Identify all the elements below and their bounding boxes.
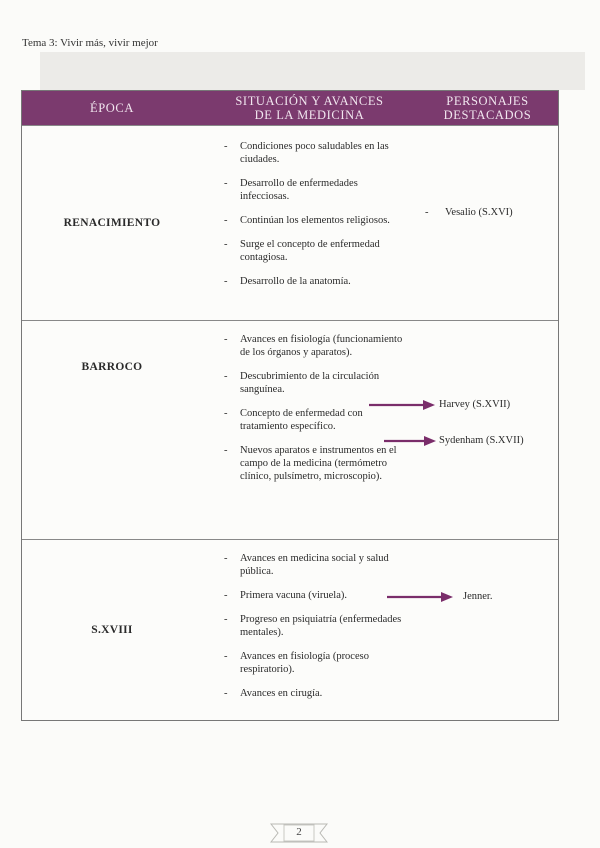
table-row-barroco	[22, 320, 558, 539]
arrow-right-icon	[382, 435, 438, 447]
column-header-personajes-line2: DESTACADOS	[443, 108, 532, 122]
person-name: Jenner.	[463, 591, 493, 602]
items-cell	[202, 540, 417, 720]
page-number: 2	[296, 826, 302, 838]
list-item: - Nuevos aparatos e instrumentos en el campo de la medicina (termómetro clínico, pulsímetro, microscopio).	[224, 445, 397, 482]
column-header-situacion-line2: DE LA MEDICINA	[254, 108, 365, 122]
epoca-label: RENACIMIENTO	[63, 217, 161, 229]
person-name: Sydenham (S.XVII)	[439, 435, 524, 446]
medicine-history-table	[21, 90, 559, 721]
personajes-cell	[417, 321, 558, 539]
list-item: - Avances en cirugía.	[224, 688, 323, 699]
list-item: - Avances en medicina social y salud pública.	[224, 553, 389, 577]
list-item: - Desarrollo de la anatomía.	[224, 276, 351, 287]
document-header: Tema 3: Vivir más, vivir mejor	[22, 37, 158, 49]
table-row-renacimiento	[22, 125, 558, 320]
epoca-label: BARROCO	[81, 361, 143, 373]
column-header-personajes-line1: PERSONAJES	[446, 94, 529, 108]
list-item: - Continúan los elementos religiosos.	[224, 215, 390, 226]
list-item: - Avances en fisiología (funcionamiento de los órganos y aparatos).	[224, 334, 403, 358]
epoca-label: S.XVIII	[91, 624, 133, 636]
bleed-through-band	[40, 52, 585, 90]
arrow-right-icon	[367, 399, 437, 411]
list-item: - Descubrimiento de la circulación sanguínea.	[224, 371, 380, 395]
column-header-personajes	[417, 94, 558, 122]
personajes-cell	[417, 540, 558, 720]
list-item: - Desarrollo de enfermedades infecciosas.	[224, 178, 358, 202]
items-cell	[202, 321, 417, 539]
column-header-situacion-line1: SITUACIÓN Y AVANCES	[235, 94, 384, 108]
column-header-epoca: ÉPOCA	[90, 101, 134, 115]
items-cell	[202, 126, 417, 320]
page-number-badge	[270, 822, 328, 844]
person-dash: -	[425, 207, 429, 218]
list-item: - Condiciones poco saludables en las ciudades.	[224, 141, 389, 165]
list-item: - Progreso en psiquiatría (enfermedades mentales).	[224, 614, 402, 638]
column-header-situacion	[202, 94, 417, 122]
personajes-cell	[417, 126, 558, 320]
person-name: Harvey (S.XVII)	[439, 399, 511, 410]
list-item: - Avances en fisiología (proceso respiratorio).	[224, 651, 369, 675]
list-item: - Primera vacuna (viruela).	[224, 590, 347, 601]
person-name: Vesalio (S.XVI)	[445, 207, 513, 218]
table-header	[22, 91, 558, 125]
list-item: - Surge el concepto de enfermedad contagiosa.	[224, 239, 380, 263]
arrow-right-icon	[385, 591, 457, 603]
table-row-sxviii	[22, 539, 558, 720]
list-item: - Concepto de enfermedad con tratamiento específico.	[224, 408, 363, 432]
